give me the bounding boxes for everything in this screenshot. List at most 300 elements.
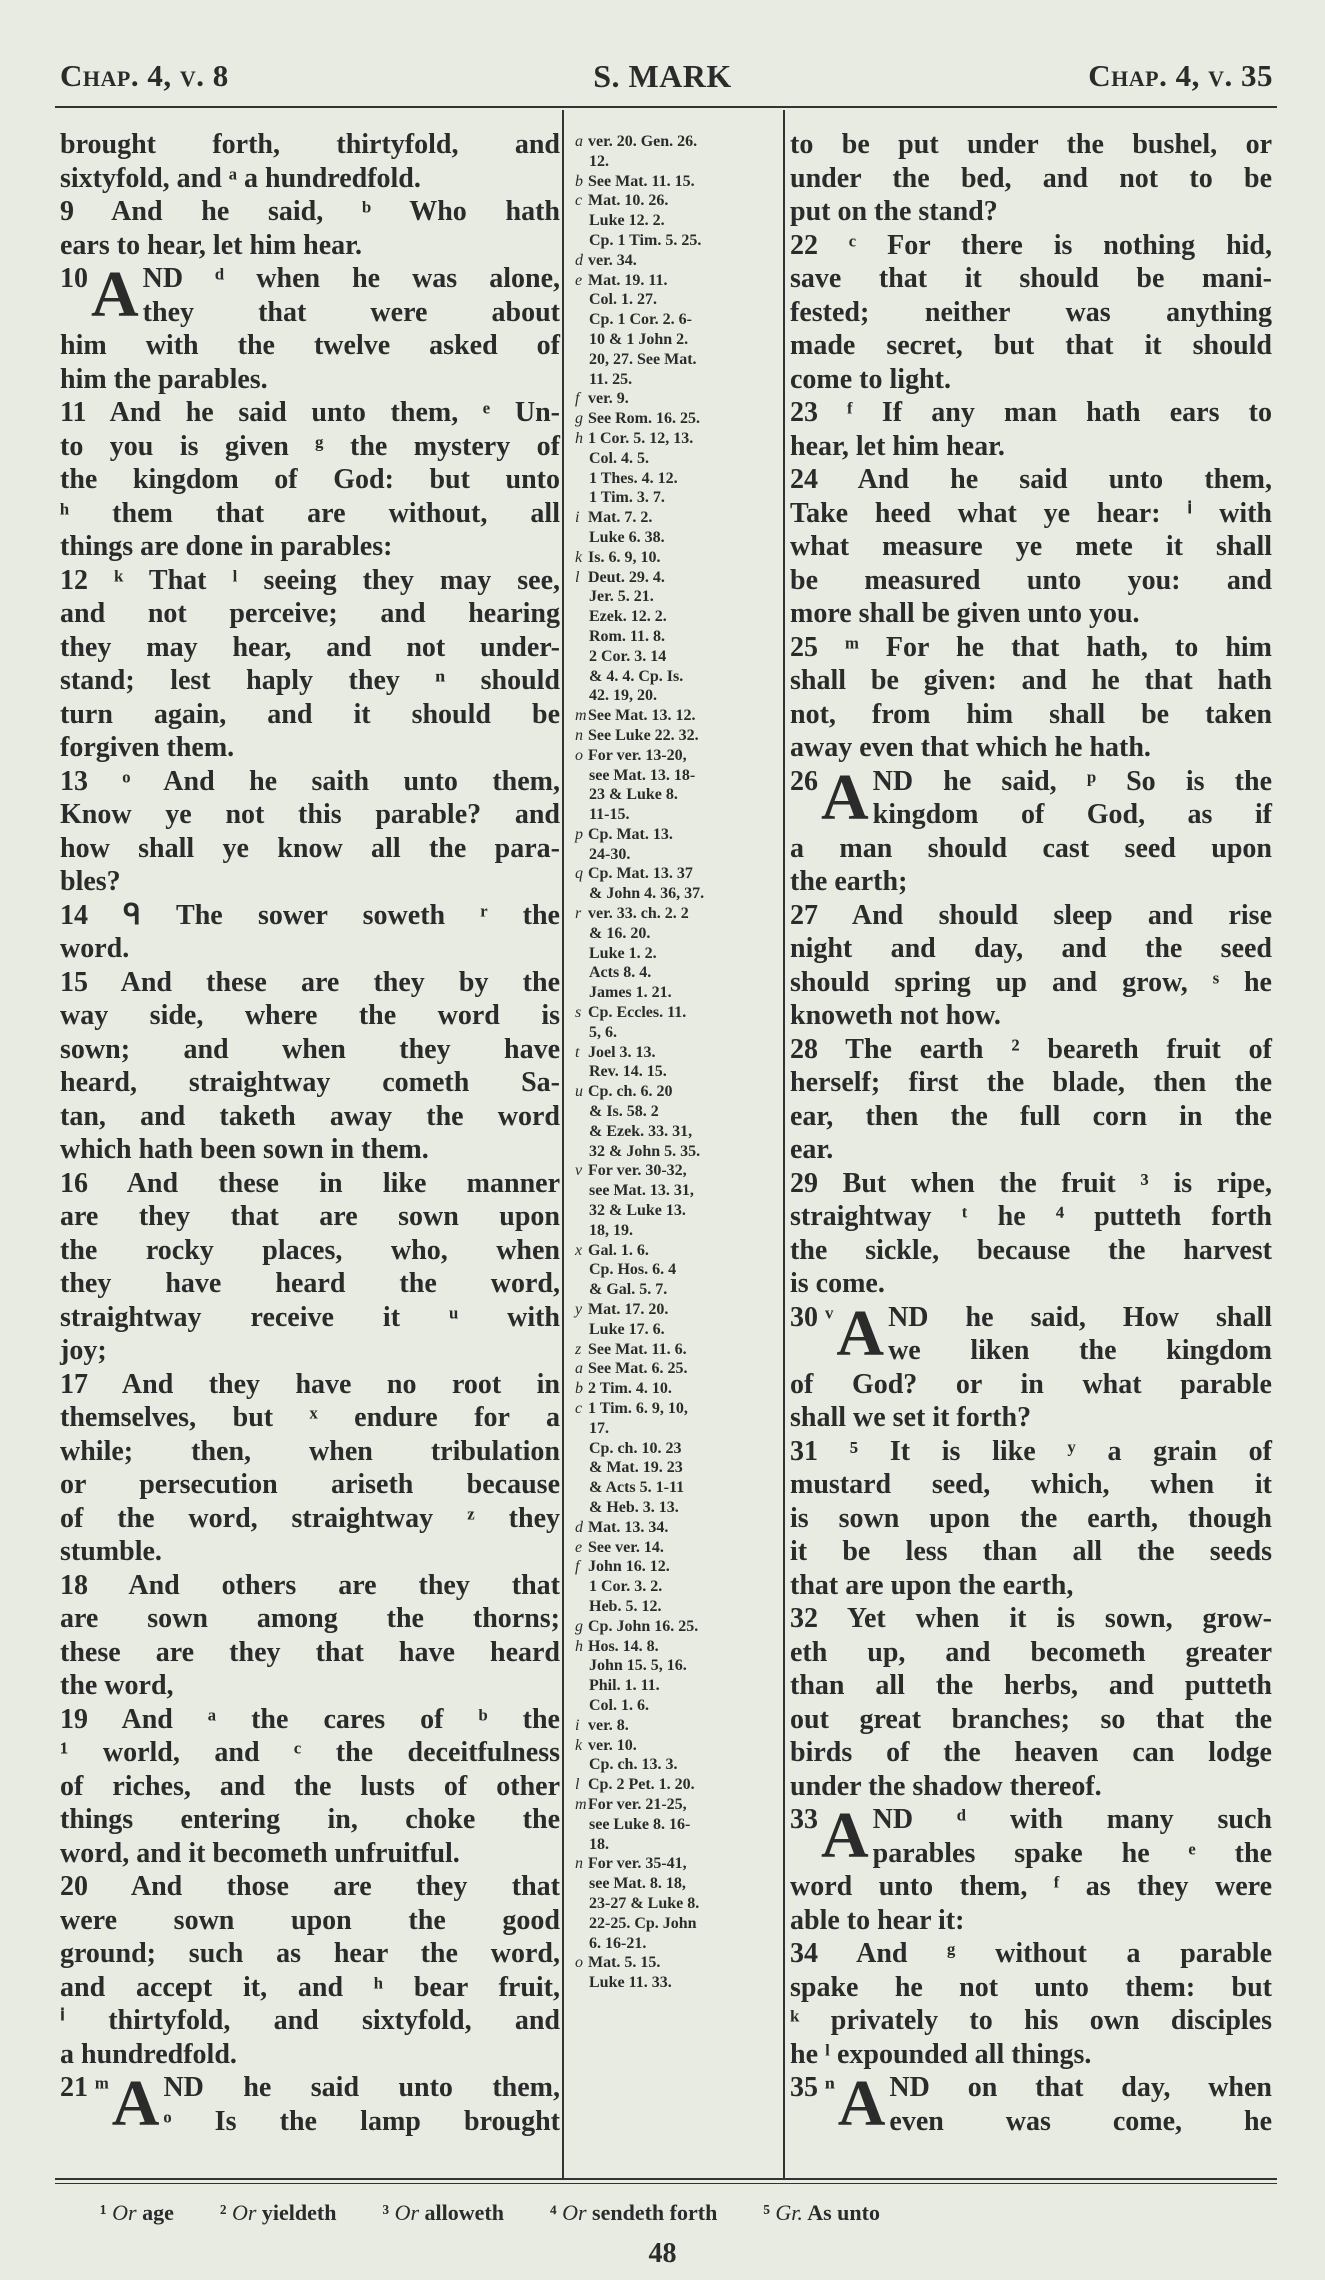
reference-line bbox=[575, 1894, 777, 1914]
text-line bbox=[60, 363, 560, 397]
header-rule bbox=[55, 106, 1277, 108]
reference-line bbox=[575, 1716, 777, 1736]
reference-text: 11-15. bbox=[589, 806, 630, 824]
reference-mark: e bbox=[575, 1538, 583, 1556]
reference-line bbox=[575, 1637, 777, 1657]
reference-line bbox=[575, 1557, 777, 1577]
reference-text: Cp. John 16. 25. bbox=[588, 1617, 699, 1635]
reference-text: 42. 19, 20. bbox=[589, 687, 657, 705]
text-line: 16 And these in like manner bbox=[60, 1167, 560, 1199]
text-line bbox=[60, 932, 560, 966]
reference-text: & 4. 4. Cp. Is. bbox=[589, 667, 684, 685]
reference-text: See Rom. 16. 25. bbox=[588, 410, 700, 428]
footnote bbox=[382, 2200, 504, 2226]
text-line: were sown upon the good bbox=[60, 1904, 560, 1936]
text-line: of God? or in what parable bbox=[790, 1368, 1272, 1400]
reference-line bbox=[575, 1181, 777, 1201]
text-line bbox=[60, 731, 560, 765]
reference-text: Deut. 29. 4. bbox=[588, 568, 665, 586]
reference-text: Mat. 13. 34. bbox=[588, 1518, 669, 1536]
text-line: word unto them, ᶠ as they were bbox=[790, 1871, 1272, 1902]
footnote-abbrev: Or bbox=[231, 2200, 257, 2225]
reference-text: Mat. 5. 15. bbox=[588, 1954, 661, 1972]
reference-text: ver. 34. bbox=[588, 251, 637, 269]
reference-text: Acts 8. 4. bbox=[589, 964, 652, 982]
reference-line bbox=[575, 1142, 777, 1162]
text-line: 9 And he said, ᵇ Who hath bbox=[60, 196, 560, 227]
reference-line bbox=[575, 983, 777, 1003]
text-line: way side, where the word is bbox=[60, 1000, 560, 1031]
text-line: of riches, and the lusts of other bbox=[60, 1770, 560, 1802]
reference-text: ver. 8. bbox=[588, 1716, 629, 1734]
reference-text: Cp. ch. 10. 23 bbox=[589, 1439, 682, 1457]
reference-line bbox=[575, 271, 777, 291]
reference-text: Heb. 5. 12. bbox=[589, 1597, 662, 1615]
reference-text: John 16. 12. bbox=[588, 1558, 670, 1576]
reference-line bbox=[575, 1458, 777, 1478]
reference-mark: i bbox=[575, 509, 580, 527]
reference-line bbox=[575, 1518, 777, 1538]
reference-line bbox=[575, 864, 777, 884]
text-line: parables spake he ᵉ the bbox=[872, 1837, 1272, 1869]
line-text: under the shadow thereof. bbox=[790, 1770, 1102, 1802]
reference-mark: d bbox=[575, 1518, 583, 1536]
footnote bbox=[100, 2200, 174, 2226]
text-line: is sown upon the earth, though bbox=[790, 1502, 1272, 1534]
text-line: while; then, when tribulation bbox=[60, 1435, 560, 1467]
drop-cap-block bbox=[790, 1799, 869, 1872]
reference-mark: v bbox=[575, 1162, 583, 1180]
column-rule-right bbox=[783, 110, 785, 2178]
text-line: ground; such as hear the word, bbox=[60, 1938, 560, 1969]
reference-line bbox=[575, 607, 777, 627]
reference-text: 1 Cor. 5. 12, 13. bbox=[588, 429, 694, 447]
drop-cap-block bbox=[790, 1296, 885, 1370]
reference-text: Mat. 17. 20. bbox=[588, 1301, 669, 1319]
line-text: bles? bbox=[60, 866, 121, 897]
reference-mark: g bbox=[575, 410, 583, 428]
text-line: under the bed, and not to be bbox=[790, 162, 1272, 194]
drop-cap-block bbox=[60, 2067, 160, 2140]
reference-line bbox=[575, 884, 777, 904]
text-line: fested; neither was anything bbox=[790, 296, 1272, 328]
text-line bbox=[790, 731, 1272, 765]
reference-mark: u bbox=[575, 1083, 583, 1101]
reference-line bbox=[575, 726, 777, 746]
drop-cap-block bbox=[60, 258, 139, 331]
text-line: a man should cast seed upon bbox=[790, 832, 1272, 864]
reference-line bbox=[575, 1854, 777, 1874]
verse-number: 30 ᵛ bbox=[790, 1301, 834, 1333]
reference-line bbox=[575, 1577, 777, 1597]
text-line: they that were about bbox=[142, 296, 560, 328]
text-line: how shall ye know all the para- bbox=[60, 832, 560, 864]
drop-cap-block bbox=[790, 2067, 886, 2140]
footnote-number: ⁴ bbox=[549, 2200, 557, 2225]
reference-line bbox=[575, 1241, 777, 1261]
reference-line bbox=[575, 1043, 777, 1063]
line-text: things are done in parables: bbox=[60, 531, 393, 562]
text-line bbox=[790, 1267, 1272, 1301]
reference-text: & Ezek. 33. 31, bbox=[589, 1122, 693, 1140]
reference-text: 18, 19. bbox=[589, 1221, 633, 1239]
line-text: ear. bbox=[790, 1134, 834, 1165]
text-line: 22 ᶜ For there is nothing hid, bbox=[790, 229, 1272, 261]
reference-line bbox=[575, 706, 777, 726]
reference-text: & Gal. 5. 7. bbox=[589, 1281, 668, 1299]
verse-number: 35 ⁿ bbox=[790, 2072, 835, 2103]
reference-line bbox=[575, 785, 777, 805]
reference-mark: c bbox=[575, 192, 583, 210]
reference-line bbox=[575, 132, 777, 152]
reference-text: Is. 6. 9, 10. bbox=[588, 548, 661, 566]
reference-text: 32 & Luke 13. bbox=[589, 1202, 686, 1220]
line-text: shall we set it forth? bbox=[790, 1402, 1032, 1433]
reference-line bbox=[575, 746, 777, 766]
reference-mark: c bbox=[575, 1400, 583, 1417]
reference-line bbox=[575, 1835, 777, 1855]
footnote-text: age bbox=[142, 2200, 174, 2225]
text-line: 25 ᵐ For he that hath, to him bbox=[790, 631, 1272, 663]
line-text: sixtyfold, and ᵃ a hundredfold. bbox=[60, 162, 421, 194]
reference-text: ver. 10. bbox=[588, 1736, 637, 1754]
reference-line bbox=[575, 211, 777, 231]
page-number: 48 bbox=[648, 2238, 677, 2269]
reference-mark: h bbox=[575, 429, 583, 447]
reference-line bbox=[575, 1538, 777, 1558]
reference-line bbox=[575, 330, 777, 350]
reference-text: 23 & Luke 8. bbox=[589, 786, 678, 804]
reference-text: Hos. 14. 8. bbox=[588, 1637, 659, 1655]
text-line: themselves, but ˣ endure for a bbox=[60, 1402, 560, 1433]
reference-line bbox=[575, 1498, 777, 1518]
line-text: knoweth not how. bbox=[790, 1000, 1001, 1031]
text-line: be measured unto you: and bbox=[790, 564, 1272, 596]
line-text: put on the stand? bbox=[790, 196, 998, 227]
text-line bbox=[790, 1569, 1272, 1603]
line-text: able to hear it: bbox=[790, 1904, 965, 1936]
reference-mark: x bbox=[575, 1241, 583, 1259]
reference-mark: b bbox=[575, 172, 583, 190]
reference-text: see Mat. 8. 18, bbox=[589, 1875, 686, 1893]
reference-text: 12. bbox=[589, 152, 609, 170]
text-line: 27 And should sleep and rise bbox=[790, 899, 1272, 931]
text-line: than all the herbs, and putteth bbox=[790, 1670, 1272, 1701]
verse-number: 26 bbox=[790, 765, 818, 797]
reference-line bbox=[575, 1934, 777, 1954]
text-line: kingdom of God, as if bbox=[872, 799, 1272, 830]
drop-cap: A bbox=[821, 760, 869, 834]
reference-text: Cp. Hos. 6. 4 bbox=[589, 1261, 677, 1279]
reference-text: 23-27 & Luke 8. bbox=[589, 1894, 700, 1912]
text-line bbox=[60, 1669, 560, 1703]
text-line: the rocky places, who, when bbox=[60, 1234, 560, 1266]
reference-mark: f bbox=[575, 390, 580, 408]
reference-text: 5, 6. bbox=[589, 1023, 617, 1041]
reference-text: See Mat. 11. 15. bbox=[588, 172, 695, 190]
reference-text: Cp. 1 Cor. 2. 6- bbox=[589, 311, 692, 329]
reference-text: see Mat. 13. 31, bbox=[589, 1182, 694, 1200]
reference-text: Cp. Mat. 13. bbox=[588, 825, 673, 843]
line-text: the earth; bbox=[790, 866, 908, 897]
reference-text: Rev. 14. 15. bbox=[589, 1063, 667, 1081]
text-line: 19 And ᵃ the cares of ᵇ the bbox=[60, 1703, 560, 1735]
text-line: 24 And he said unto them, bbox=[790, 464, 1272, 495]
line-text: word. bbox=[60, 933, 130, 964]
line-text: hear, let him hear. bbox=[790, 430, 1005, 462]
text-line: 34 And ᵍ without a parable bbox=[790, 1938, 1272, 1969]
reference-line bbox=[575, 1478, 777, 1498]
reference-line bbox=[575, 686, 777, 706]
reference-line bbox=[575, 1062, 777, 1082]
drop-cap: A bbox=[837, 2067, 886, 2140]
text-line: or persecution ariseth because bbox=[60, 1469, 560, 1500]
text-line: 14 ᑫ The sower soweth ʳ the bbox=[60, 899, 560, 931]
reference-text: For ver. 21-25, bbox=[588, 1795, 687, 1813]
text-line: even was come, he bbox=[889, 2105, 1272, 2137]
text-line: are sown among the thorns; bbox=[60, 1603, 560, 1634]
text-line: herself; first the blade, then the bbox=[790, 1067, 1272, 1098]
reference-line bbox=[575, 627, 777, 647]
reference-text: See Mat. 13. 12. bbox=[588, 707, 696, 725]
footnote bbox=[220, 2200, 337, 2226]
reference-line bbox=[575, 1617, 777, 1637]
reference-mark: g bbox=[575, 1617, 583, 1635]
verse-number: 10 bbox=[60, 263, 88, 294]
reference-text: See ver. 14. bbox=[588, 1538, 664, 1556]
verse-number: 33 bbox=[790, 1804, 818, 1835]
reference-line bbox=[575, 1914, 777, 1934]
reference-text: Phil. 1. 11. bbox=[589, 1677, 660, 1695]
reference-mark: e bbox=[575, 271, 583, 289]
reference-line bbox=[575, 152, 777, 172]
reference-text: Cp. Mat. 13. 37 bbox=[588, 865, 693, 883]
running-head-left: Chap. 4, v. 8 bbox=[60, 58, 229, 93]
text-line: 12 ᵏ That ˡ seeing they may see, bbox=[60, 564, 560, 596]
reference-line bbox=[575, 251, 777, 271]
text-line: ᵒ Is the lamp brought bbox=[163, 2105, 560, 2137]
reference-text: 20, 27. See Mat. bbox=[589, 350, 697, 368]
footnote-number: ¹ bbox=[100, 2200, 107, 2225]
text-line bbox=[790, 999, 1272, 1033]
text-line: to be put under the bushel, or bbox=[790, 129, 1272, 160]
reference-line bbox=[575, 1201, 777, 1221]
reference-text: 24-30. bbox=[589, 845, 631, 863]
reference-text: Joel 3. 13. bbox=[588, 1043, 656, 1061]
reference-line bbox=[575, 1953, 777, 1973]
reference-line bbox=[575, 924, 777, 944]
text-line: 15 And these are they by the bbox=[60, 966, 560, 998]
footnote-text: sendeth forth bbox=[592, 2200, 718, 2225]
text-line: straightway receive it ᵘ with bbox=[60, 1301, 560, 1333]
text-line: Know ye not this parable? and bbox=[60, 799, 560, 830]
reference-line bbox=[575, 1696, 777, 1716]
text-line: 13 ᵒ And he saith unto them, bbox=[60, 765, 560, 797]
text-line: birds of the heaven can lodge bbox=[790, 1737, 1272, 1768]
reference-text: Mat. 7. 2. bbox=[588, 509, 653, 527]
footnote bbox=[763, 2200, 880, 2226]
text-line: stand; lest haply they ⁿ should bbox=[60, 665, 560, 696]
drop-cap: A bbox=[836, 1296, 885, 1370]
line-text: ND ᵈ with many such bbox=[872, 1804, 1272, 1835]
text-line: the sickle, because the harvest bbox=[790, 1234, 1272, 1266]
reference-mark: q bbox=[575, 865, 583, 883]
reference-line bbox=[575, 191, 777, 211]
line-text: him the parables. bbox=[60, 363, 268, 395]
reference-mark: a bbox=[575, 133, 583, 150]
reference-text: Cp. Eccles. 11. bbox=[588, 1004, 687, 1022]
reference-text: 1 Thes. 4. 12. bbox=[589, 469, 678, 487]
line-text: ND he said, ᵖ So is the bbox=[872, 765, 1272, 797]
reference-text: 10 & 1 John 2. bbox=[589, 330, 689, 348]
reference-text: Cp. ch. 6. 20 bbox=[588, 1083, 673, 1101]
reference-text: ver. 20. Gen. 26. bbox=[588, 133, 698, 150]
text-line: ʰ them that are without, all bbox=[60, 497, 560, 529]
text-line: mustard seed, which, when it bbox=[790, 1469, 1272, 1500]
reference-line bbox=[575, 587, 777, 607]
text-line bbox=[790, 2038, 1272, 2072]
reference-text: Gal. 1. 6. bbox=[588, 1241, 649, 1259]
text-line: we liken the kingdom bbox=[888, 1335, 1272, 1366]
text-line: made secret, but that it should bbox=[790, 330, 1272, 361]
reference-line bbox=[575, 1161, 777, 1181]
text-line: not, from him shall be taken bbox=[790, 698, 1272, 730]
reference-mark: b bbox=[575, 1380, 583, 1398]
text-line: save that it should be mani- bbox=[790, 263, 1272, 294]
reference-text: Cp. ch. 13. 3. bbox=[589, 1756, 678, 1774]
reference-mark: l bbox=[575, 1776, 580, 1794]
text-line: out great branches; so that the bbox=[790, 1703, 1272, 1735]
text-line bbox=[790, 1770, 1272, 1804]
reference-mark: n bbox=[575, 1855, 583, 1873]
text-line: ⁱ thirtyfold, and sixtyfold, and bbox=[60, 2005, 560, 2036]
text-line: 11 And he said unto them, ᵉ Un- bbox=[60, 397, 560, 428]
reference-mark: a bbox=[575, 1360, 583, 1378]
reference-line bbox=[575, 1755, 777, 1775]
reference-mark: i bbox=[575, 1716, 580, 1734]
footnote-number: ³ bbox=[382, 2200, 390, 2225]
reference-text: see Mat. 13. 18- bbox=[589, 766, 696, 784]
reference-mark: m bbox=[575, 707, 587, 725]
line-text: the word, bbox=[60, 1670, 174, 1701]
reference-text: & Heb. 3. 13. bbox=[589, 1498, 679, 1516]
text-line: sown; and when they have bbox=[60, 1033, 560, 1065]
text-line: are they that are sown upon bbox=[60, 1201, 560, 1232]
text-line: things entering in, choke the bbox=[60, 1804, 560, 1835]
reference-line bbox=[575, 1082, 777, 1102]
drop-cap: A bbox=[821, 1799, 869, 1872]
reference-line bbox=[575, 1419, 777, 1439]
text-line bbox=[60, 1535, 560, 1569]
reference-line bbox=[575, 963, 777, 983]
text-line: they have heard the word, bbox=[60, 1268, 560, 1299]
verse-number: 21 ᵐ bbox=[60, 2072, 109, 2103]
reference-line bbox=[575, 1340, 777, 1360]
reference-line bbox=[575, 1795, 777, 1815]
reference-line bbox=[575, 904, 777, 924]
text-line bbox=[790, 1904, 1272, 1938]
reference-mark: h bbox=[575, 1637, 583, 1655]
reference-text: & Is. 58. 2 bbox=[589, 1103, 659, 1121]
line-text: stumble. bbox=[60, 1536, 162, 1567]
text-line: 17 And they have no root in bbox=[60, 1368, 560, 1400]
reference-text: Luke 12. 2. bbox=[589, 212, 665, 230]
reference-text: Luke 6. 38. bbox=[589, 528, 665, 546]
text-line: 29 But when the fruit ³ is ripe, bbox=[790, 1167, 1272, 1199]
reference-text: 17. bbox=[589, 1419, 609, 1437]
reference-line bbox=[575, 568, 777, 588]
text-line: ᵏ privately to his own disciples bbox=[790, 2005, 1272, 2036]
reference-text: Luke 1. 2. bbox=[589, 944, 657, 962]
text-line: brought forth, thirtyfold, and bbox=[60, 129, 560, 160]
footnote-number: ⁵ bbox=[763, 2200, 770, 2225]
line-text: ND ᵈ when he was alone, bbox=[142, 263, 560, 294]
text-line: heard, straightway cometh Sa- bbox=[60, 1067, 560, 1098]
reference-text: See Luke 22. 32. bbox=[588, 726, 699, 744]
text-line bbox=[790, 865, 1272, 899]
reference-text: 1 Cor. 3. 2. bbox=[589, 1578, 663, 1596]
text-line bbox=[60, 162, 560, 196]
text-line: turn again, and it should be bbox=[60, 698, 560, 730]
reference-line bbox=[575, 290, 777, 310]
reference-text: Col. 1. 27. bbox=[589, 291, 657, 309]
reference-line bbox=[575, 548, 777, 568]
text-line: night and day, and the seed bbox=[790, 933, 1272, 964]
reference-text: 2 Tim. 4. 10. bbox=[588, 1380, 672, 1398]
text-line: to you is given ᵍ the mystery of bbox=[60, 430, 560, 462]
marginal-references bbox=[575, 132, 777, 1993]
text-line bbox=[790, 195, 1272, 229]
reference-line bbox=[575, 429, 777, 449]
drop-cap: A bbox=[91, 258, 139, 331]
reference-text: Col. 1. 6. bbox=[589, 1696, 649, 1714]
line-text: that are upon the earth, bbox=[790, 1569, 1074, 1601]
reference-text: Luke 11. 33. bbox=[589, 1974, 672, 1992]
reference-text: ver. 33. ch. 2. 2 bbox=[588, 905, 689, 923]
reference-line bbox=[575, 647, 777, 667]
reference-line bbox=[575, 1260, 777, 1280]
reference-line bbox=[575, 409, 777, 429]
text-line: what measure ye mete it shall bbox=[790, 531, 1272, 562]
reference-mark: z bbox=[575, 1340, 582, 1358]
text-line: ¹ world, and ᶜ the deceitfulness bbox=[60, 1737, 560, 1768]
reference-text: See Mat. 6. 25. bbox=[588, 1360, 688, 1378]
reference-line bbox=[575, 1775, 777, 1795]
reference-line bbox=[575, 508, 777, 528]
text-line bbox=[790, 430, 1272, 464]
reference-text: & Mat. 19. 23 bbox=[589, 1459, 683, 1477]
text-line bbox=[60, 1837, 560, 1871]
text-line bbox=[60, 1334, 560, 1368]
footnote-text: alloweth bbox=[424, 2200, 504, 2225]
reference-text: Luke 17. 6. bbox=[589, 1320, 665, 1338]
line-text: word, and it becometh unfruitful. bbox=[60, 1837, 460, 1869]
reference-line bbox=[575, 488, 777, 508]
text-line: 23 ᶠ If any man hath ears to bbox=[790, 397, 1272, 428]
text-line: 32 Yet when it is sown, grow- bbox=[790, 1603, 1272, 1634]
reference-line bbox=[575, 1280, 777, 1300]
reference-line bbox=[575, 449, 777, 469]
reference-line bbox=[575, 1102, 777, 1122]
reference-line bbox=[575, 1320, 777, 1340]
footer-rule bbox=[55, 2178, 1277, 2180]
reference-line bbox=[575, 805, 777, 825]
reference-line bbox=[575, 310, 777, 330]
reference-text: Rom. 11. 8. bbox=[589, 627, 665, 645]
book-title: S. MARK bbox=[593, 58, 732, 94]
reference-line bbox=[575, 825, 777, 845]
reference-text: & 16. 20. bbox=[589, 924, 651, 942]
